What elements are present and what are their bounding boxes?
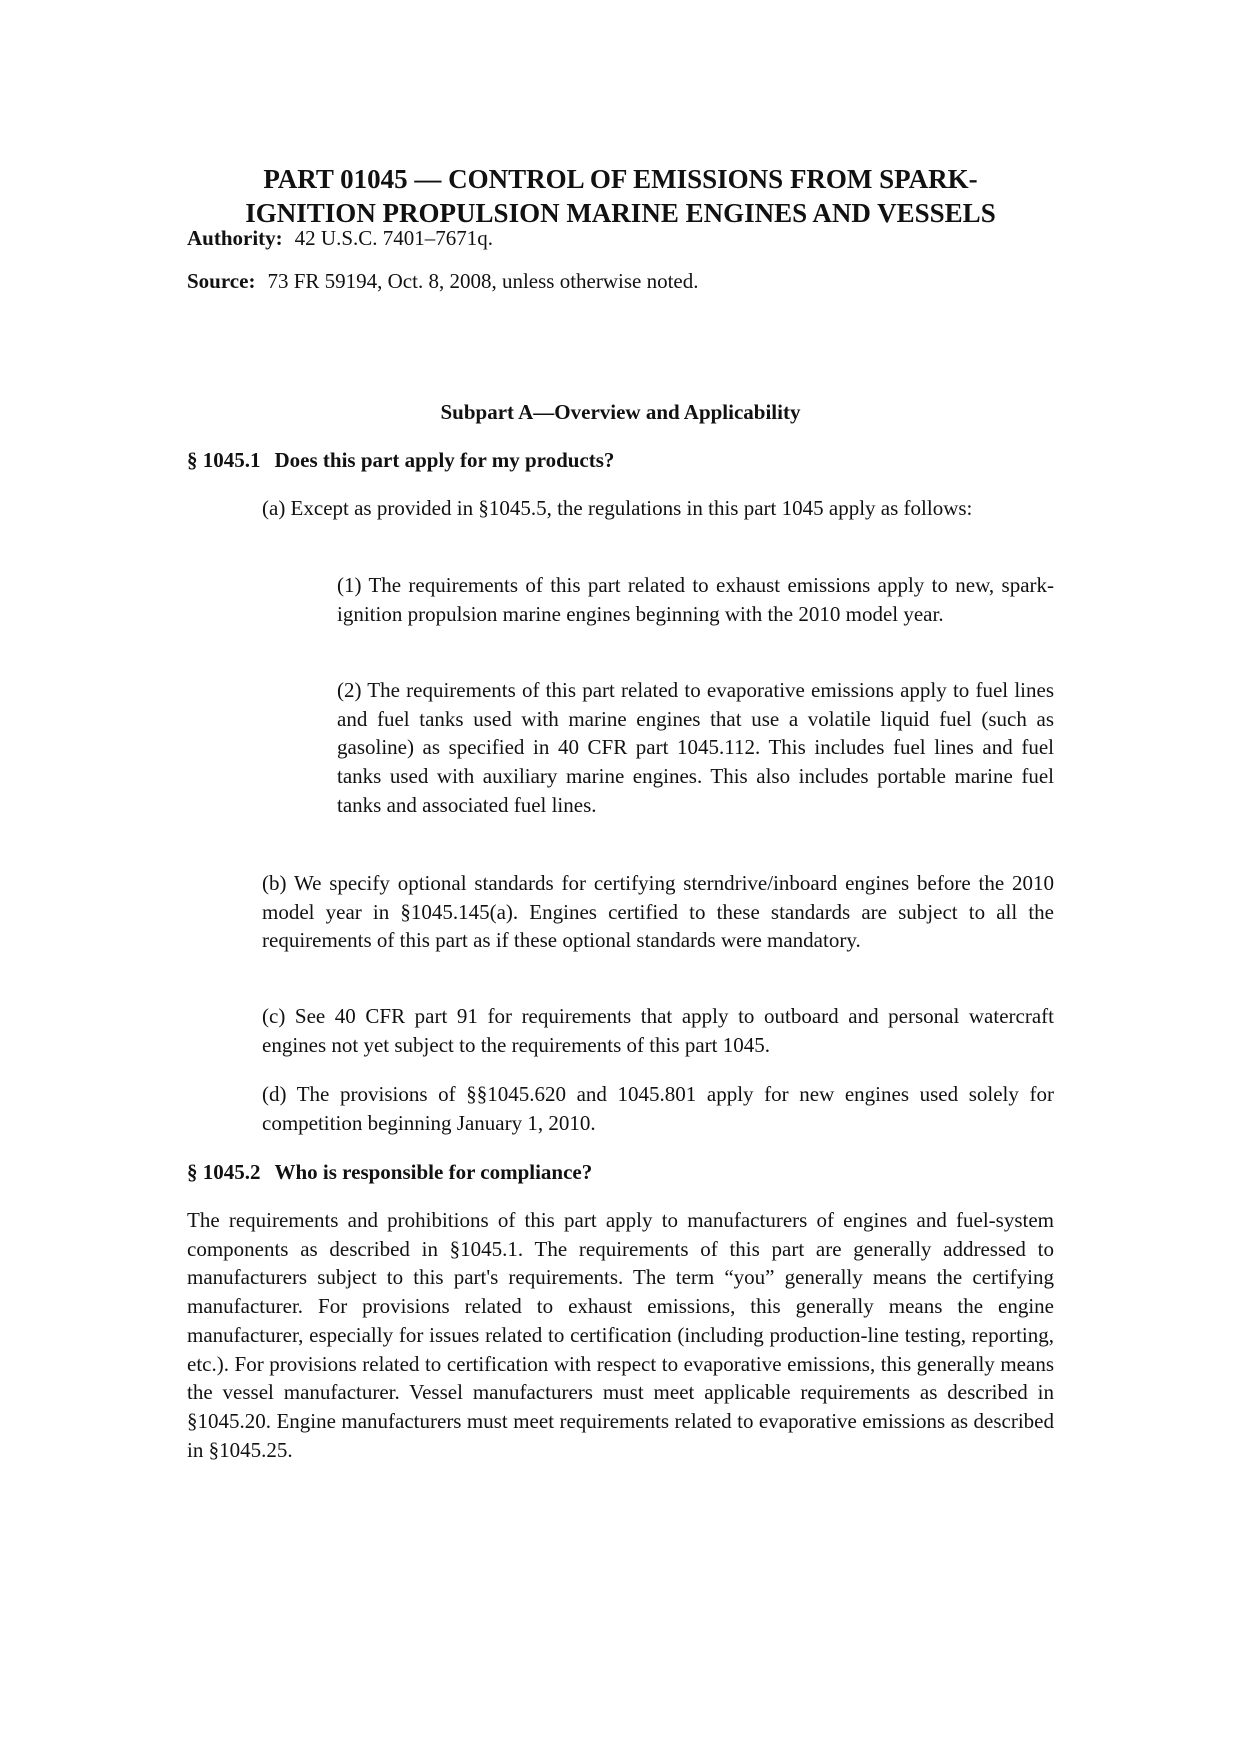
title-line-2: IGNITION PROPULSION MARINE ENGINES AND VESSELS (245, 198, 996, 228)
section-number: § 1045.2 (187, 1160, 261, 1184)
paragraph-d: (d) The provisions of §§1045.620 and 1045.801 apply for new engines used solely for competition beginning January 1, 2010. (262, 1082, 1054, 1135)
paragraph-a-2: (2) The requirements of this part related to evaporative emissions apply to fuel lines and fuel tanks used with marine engines that use a volatile liquid fuel (such as gasoline) as specified in 40 CFR part 1045.112. This includes fuel lines and fuel tanks used with auxiliary marine engines. This also includes portable marine fuel tanks and associated fuel lines. (337, 678, 1054, 817)
page-title (150, 162, 1091, 230)
paragraph-a-1: (1) The requirements of this part related to exhaust emissions apply to new, spark-ignition propulsion marine engines beginning with the 2010 model year. (337, 573, 1054, 626)
authority-label: Authority: (187, 226, 283, 250)
authority-value: 42 U.S.C. 7401–7671q. (294, 226, 494, 250)
section-heading-1045-2 (187, 1158, 592, 1186)
authority-line (187, 224, 493, 252)
paragraph-c: (c) See 40 CFR part 91 for requirements that apply to outboard and personal watercraft engines not yet subject to the requirements of this part 1045. (262, 1004, 1054, 1057)
paragraph-a: (a) Except as provided in §1045.5, the regulations in this part 1045 apply as follows: (262, 496, 973, 520)
paragraph-b: (b) We specify optional standards for certifying sterndrive/inboard engines before the 2010 model year in §1045.145(a). Engines certified to these standards are subject to all the requirements of this part as if these optional standards were mandatory. (262, 871, 1054, 953)
source-value: 73 FR 59194, Oct. 8, 2008, unless otherwise noted. (267, 269, 699, 293)
subpart-heading: Subpart A—Overview and Applicability (440, 400, 801, 424)
section-title: Does this part apply for my products? (274, 448, 615, 472)
source-line (187, 267, 699, 295)
source-label: Source: (187, 269, 256, 293)
paragraph-compliance: The requirements and prohibitions of this part apply to manufacturers of engines and fuel-system components as described in §1045.1. The requirements of this part are generally addressed to manufacturers subject to this part's requirements. The term “you” generally means the certifying manufacturer. For provisions related to exhaust emissions, this generally means the engine manufacturer, especially for issues related to certification (including production-line testing, reporting, etc.). For provisions related to certification with respect to evaporative emissions, this generally means the vessel manufacturer. Vessel manufacturers must meet applicable requirements as described in §1045.20. Engine manufacturers must meet requirements related to evaporative emissions as described in §1045.25. (187, 1208, 1054, 1462)
title-line-1: PART 01045 — CONTROL OF EMISSIONS FROM SPARK- (263, 164, 978, 194)
section-title: Who is responsible for compliance? (274, 1160, 593, 1184)
section-number: § 1045.1 (187, 448, 261, 472)
section-heading-1045-1 (187, 446, 614, 474)
